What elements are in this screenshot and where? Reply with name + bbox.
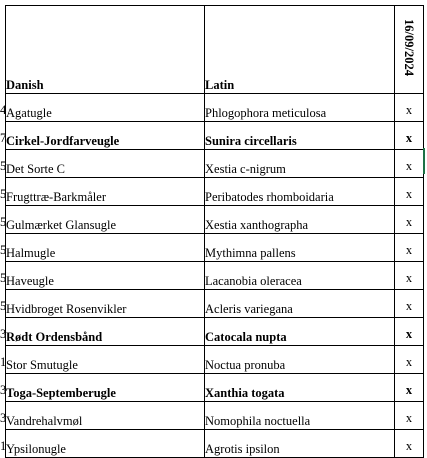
cell-danish[interactable]: Stor Smutugle	[6, 346, 205, 374]
row-count-number: 5	[0, 215, 7, 229]
cell-latin[interactable]: Xestia xanthographa	[205, 206, 395, 234]
cell-latin[interactable]: Xestia c-nigrum	[205, 150, 395, 178]
cell-observed-mark[interactable]: x	[395, 262, 424, 290]
cell-latin[interactable]: Catocala nupta	[205, 318, 395, 346]
cell-selection-edge	[423, 148, 425, 174]
cell-observed-mark[interactable]: x	[395, 122, 424, 150]
row-count-number: 5	[0, 159, 7, 173]
cell-latin[interactable]: Phlogophora meticulosa	[205, 94, 395, 122]
cell-latin[interactable]: Sunira circellaris	[205, 122, 395, 150]
row-count-number: 7	[0, 131, 7, 145]
row-count-number: 5	[0, 271, 7, 285]
header-date: 16/09/2024	[402, 19, 416, 76]
cell-latin[interactable]: Peribatodes rhomboidaria	[205, 178, 395, 206]
cell-observed-mark[interactable]: x	[395, 178, 424, 206]
cell-observed-mark[interactable]: x	[395, 346, 424, 374]
cell-observed-mark[interactable]: x	[395, 94, 424, 122]
cell-danish[interactable]: Gulmærket Glansugle	[6, 206, 205, 234]
header-date-cell[interactable]	[395, 6, 424, 94]
table-row	[6, 122, 424, 150]
cell-observed-mark[interactable]: x	[395, 318, 424, 346]
row-count-number: 3	[0, 411, 7, 425]
cell-observed-mark[interactable]: x	[395, 150, 424, 178]
header-latin[interactable]: Latin	[205, 6, 395, 94]
row-count-number: 5	[0, 299, 7, 313]
cell-danish[interactable]: Ypsilonugle	[6, 430, 205, 458]
table-row	[6, 430, 424, 458]
row-count-number: 3	[0, 327, 7, 341]
cell-latin[interactable]: Noctua pronuba	[205, 346, 395, 374]
table-row	[6, 402, 424, 430]
cell-observed-mark[interactable]: x	[395, 290, 424, 318]
cell-observed-mark[interactable]: x	[395, 430, 424, 458]
cell-latin[interactable]: Agrotis ipsilon	[205, 430, 395, 458]
table-row	[6, 234, 424, 262]
cell-latin[interactable]: Lacanobia oleracea	[205, 262, 395, 290]
table-row	[6, 318, 424, 346]
cell-danish[interactable]: Halmugle	[6, 234, 205, 262]
cell-danish[interactable]: Det Sorte C	[6, 150, 205, 178]
cell-latin[interactable]: Acleris variegana	[205, 290, 395, 318]
cell-danish[interactable]: Frugttræ-Barkmåler	[6, 178, 205, 206]
table-row	[6, 150, 424, 178]
row-count-number: 1	[0, 439, 7, 453]
cell-latin[interactable]: Nomophila noctuella	[205, 402, 395, 430]
cell-danish[interactable]: Toga-Septemberugle	[6, 374, 205, 402]
cell-observed-mark[interactable]: x	[395, 234, 424, 262]
table-row	[6, 346, 424, 374]
row-count-number: 5	[0, 243, 7, 257]
table-row	[6, 94, 424, 122]
table-row	[6, 262, 424, 290]
row-count-number: 3	[0, 383, 7, 397]
cell-latin[interactable]: Mythimna pallens	[205, 234, 395, 262]
table-row	[6, 290, 424, 318]
cell-danish[interactable]: Agatugle	[6, 94, 205, 122]
table-row	[6, 178, 424, 206]
table-row	[6, 374, 424, 402]
cell-observed-mark[interactable]: x	[395, 374, 424, 402]
cell-danish[interactable]: Cirkel-Jordfarveugle	[6, 122, 205, 150]
cell-danish[interactable]: Haveugle	[6, 262, 205, 290]
cell-observed-mark[interactable]: x	[395, 402, 424, 430]
species-table	[5, 5, 424, 458]
header-row	[6, 6, 424, 94]
cell-danish[interactable]: Rødt Ordensbånd	[6, 318, 205, 346]
cell-danish[interactable]: Hvidbroget Rosenvikler	[6, 290, 205, 318]
table-row	[6, 206, 424, 234]
table-body	[6, 94, 424, 458]
row-count-number: 1	[0, 355, 7, 369]
header-danish[interactable]: Danish	[6, 6, 205, 94]
cell-danish[interactable]: Vandrehalvmøl	[6, 402, 205, 430]
cell-latin[interactable]: Xanthia togata	[205, 374, 395, 402]
row-count-number: 4	[0, 103, 7, 117]
cell-observed-mark[interactable]: x	[395, 206, 424, 234]
row-count-number: 5	[0, 187, 7, 201]
